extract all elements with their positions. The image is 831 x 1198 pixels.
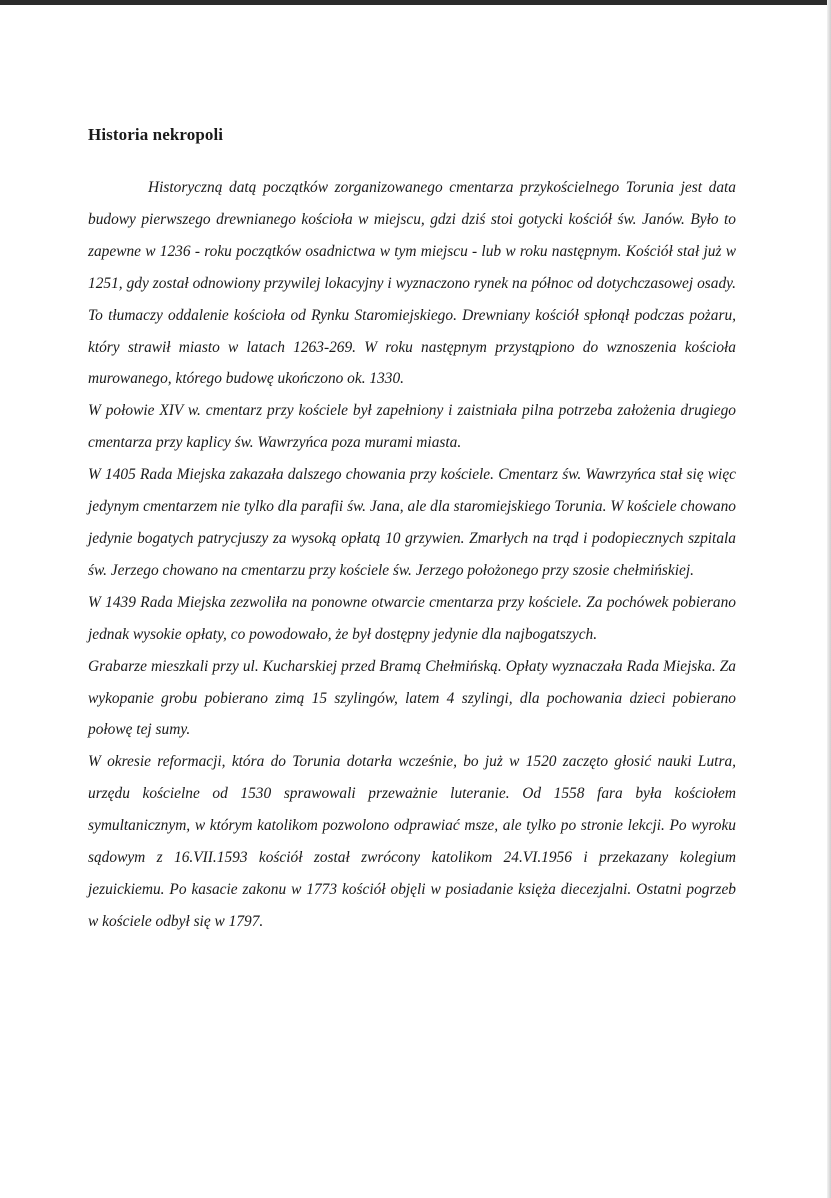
paragraph-gravediggers: Grabarze mieszkali przy ul. Kucharskiej przed Bramą Chełmińską. Opłaty wyznaczała Rada Miejska. Za wykopanie grobu pobierano zimą 15 szylingów, latem 4 szylingi, dla pochowania dzieci pobierano połowę tej sumy. (88, 657, 736, 739)
paragraph-xiv-century: W połowie XIV w. cmentarz przy kościele był zapełniony i zaistniała pilna potrzeba założenia drugiego cmentarza przy kaplicy św. Wawrzyńca poza murami miasta. (88, 402, 736, 452)
paragraph-reformation: W okresie reformacji, która do Torunia dotarła wcześnie, bo już w 1520 zaczęto głosić nauki Lutra, urzędu kościelne od 1530 sprawowali przeważnie luteranie. Od 1558 fara była kościołem symultanicznym, w którym katolikom pozwolono odprawiać msze, ale tylko po stronie lekcji. Po wyroku sądowym z 16.VII.1593 kościół został zwrócony katolikom 24.VI.1956 i przekazany kolegium jezuickiemu. Po kasacie zakonu w 1773 kościół objęli w posiadanie księża diecezjalni. Ostatni pogrzeb w kościele odbył się w 1797. (88, 753, 736, 930)
paragraph-1405: W 1405 Rada Miejska zakazała dalszego chowania przy kościele. Cmentarz św. Wawrzyńca stał się więc jedynym cmentarzem nie tylko dla parafii św. Jana, ale dla staromiejskiego Torunia. W kościele chowano jedynie bogatych patrycjuszy za wysoką opłatą 10 grzywien. Zmarłych na trąd i podopiecznych szpitala św. Jerzego chowano na cmentarzu przy kościele św. Jerzego położonego przy szosie chełmińskiej. (88, 466, 736, 579)
scan-top-edge (0, 0, 831, 5)
page-title: Historia nekropoli (88, 125, 224, 144)
paragraph-1439: W 1439 Rada Miejska zezwoliła na ponowne otwarcie cmentarza przy kościele. Za pochówek pobierano jednak wysokie opłaty, co powodowało, że był dostępny jedynie dla najbogatszych. (88, 593, 736, 643)
scan-right-edge (827, 0, 831, 1198)
paragraph-origins: Historyczną datą początków zorganizowanego cmentarza przykościelnego Torunia jest data budowy pierwszego drewnianego kościoła w miejscu, gdzi dziś stoi gotycki kościół św. Janów. Było to zapewne w 1236 - roku początków osadnictwa w tym miejscu - lub w roku następnym. Kościół stał już w 1251, gdy został odnowiony przywilej lokacyjny i wyznaczono rynek na północ od dotychczasowej osady. To tłumaczy oddalenie kościoła od Rynku Staromiejskiego. Drewniany kościół spłonął podczas pożaru, który strawił miasto w latach 1263-269. W roku następnym przystąpiono do wznoszenia kościoła murowanego, którego budowę ukończono ok. 1330. (88, 179, 736, 388)
document-body (88, 172, 736, 938)
document-page (88, 124, 736, 938)
